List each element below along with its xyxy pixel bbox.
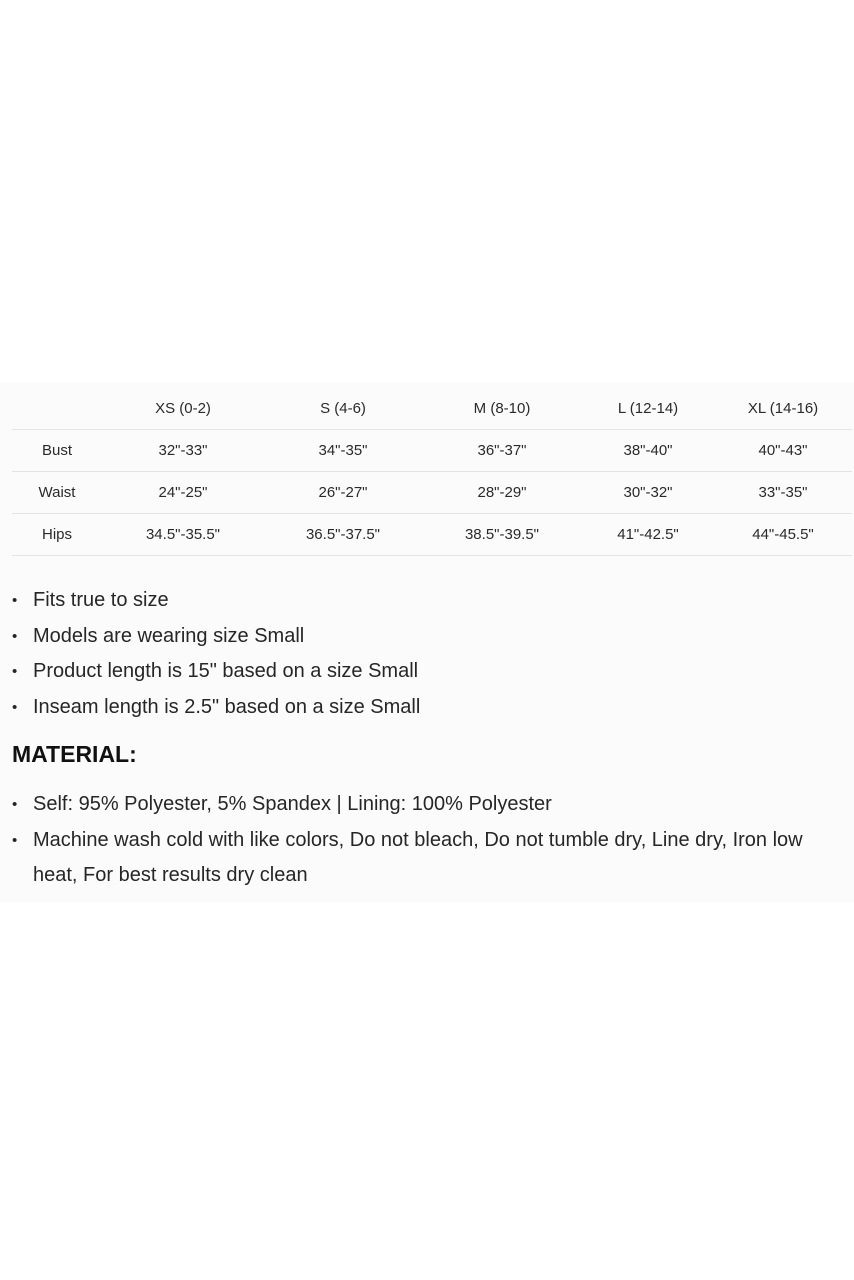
list-item [12, 787, 842, 823]
fit-note-text: Fits true to size [33, 589, 169, 611]
list-item [12, 654, 842, 690]
bullet-icon: • [12, 663, 18, 680]
bullet-icon: • [12, 627, 18, 645]
material-heading: MATERIAL: [12, 741, 137, 767]
table-cell: 41"-42.5" [617, 526, 679, 543]
size-chart-table [12, 388, 852, 556]
header-cell-m: M (8-10) [473, 400, 531, 417]
bullet-icon: • [12, 592, 18, 609]
table-cell: 24"-25" [158, 484, 208, 501]
table-cell: 44"-45.5" [752, 526, 814, 543]
table-cell: 33"-35" [758, 484, 808, 501]
row-label: Waist [38, 484, 76, 501]
list-item [12, 619, 842, 655]
size-chart-header-row [12, 388, 852, 430]
material-list [12, 787, 842, 894]
header-cell-s: S (4-6) [320, 400, 366, 417]
header-cell-xl: XL (14-16) [747, 400, 819, 417]
table-cell: 38.5"-39.5" [464, 526, 540, 543]
table-cell: 30"-32" [623, 484, 673, 501]
header-cell-l: L (12-14) [617, 400, 679, 417]
table-cell: 36"-37" [477, 442, 527, 459]
row-label: Hips [41, 526, 72, 543]
table-cell: 40"-43" [758, 442, 808, 459]
material-item-text: Self: 95% Polyester, 5% Spandex | Lining: 100% Polyester [33, 793, 552, 815]
table-cell: 28"-29" [477, 484, 527, 501]
header-cell-empty [12, 388, 102, 430]
table-row-bust [12, 430, 852, 472]
list-item [12, 823, 842, 894]
bullet-icon: • [12, 698, 18, 716]
list-item [12, 583, 842, 619]
bullet-icon: • [12, 796, 18, 813]
table-cell: 34"-35" [318, 442, 368, 459]
fit-notes-list [12, 583, 842, 725]
header-cell-xs: XS (0-2) [155, 400, 211, 417]
table-cell: 34.5"-35.5" [145, 526, 221, 543]
table-row-waist [12, 472, 852, 514]
table-cell: 26"-27" [318, 484, 368, 501]
fit-note-text: Models are wearing size Small [33, 624, 305, 647]
list-item [12, 690, 842, 726]
table-row-hips [12, 514, 852, 556]
bullet-icon: • [12, 831, 18, 849]
care-instructions-text: Machine wash cold with like colors, Do not bleach, Do not tumble dry, Line dry, Iron low heat, For best results dry clean [33, 828, 803, 886]
table-cell: 38"-40" [623, 442, 673, 459]
fit-note-text: Inseam length is 2.5" based on a size Small [33, 695, 421, 718]
fit-note-text: Product length is 15" based on a size Small [33, 660, 419, 682]
row-label: Bust [41, 442, 72, 459]
table-cell: 36.5"-37.5" [305, 526, 381, 543]
table-cell: 32"-33" [158, 442, 208, 459]
